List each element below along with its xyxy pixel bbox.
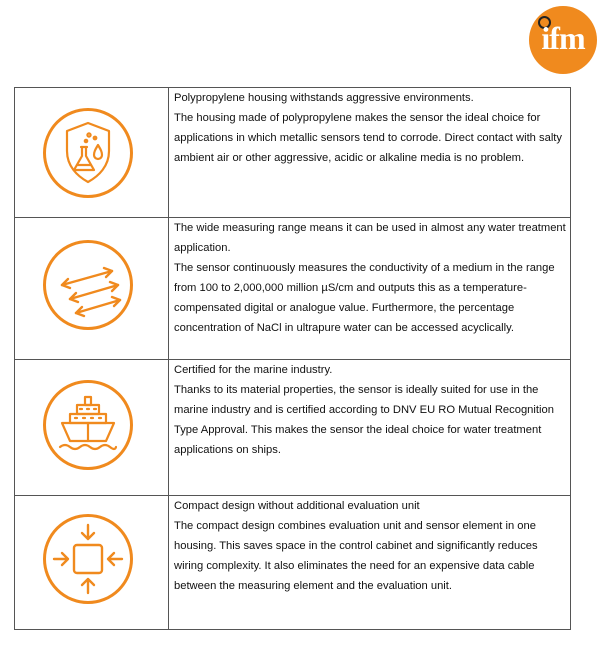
feature-text-cell — [169, 360, 571, 496]
feature-text-cell — [169, 88, 571, 218]
ship-icon — [43, 380, 133, 470]
logo-text: ifm — [541, 20, 585, 56]
feature-icon-cell — [15, 88, 169, 218]
compact-design-icon — [43, 514, 133, 604]
feature-icon-cell — [15, 360, 169, 496]
measuring-range-arrows-icon — [43, 240, 133, 330]
shield-flask-icon — [43, 108, 133, 198]
feature-body: The housing made of polypropylene makes the sensor the ideal choice for applications in which metallic sensors tend to corrode. Direct contact with salty ambient air or other aggressive, acidic or alkaline media is no problem. — [174, 112, 563, 164]
feature-body: Thanks to its material properties, the sensor is ideally suited for use in the marine industry and is certified according to DNV EU RO Mutual Recognition Type Approval. This makes the sensor the ideal choice for water treatment applications on ships. — [174, 384, 554, 456]
feature-heading: The wide measuring range means it can be used in almost any water treatment application. — [174, 222, 566, 254]
feature-icon-cell — [15, 218, 169, 360]
feature-row — [15, 88, 571, 218]
feature-row — [15, 218, 571, 360]
feature-heading: Polypropylene housing withstands aggressive environments. — [174, 92, 474, 104]
feature-row — [15, 360, 571, 496]
feature-body: The sensor continuously measures the conductivity of a medium in the range from 100 to 2,000,000 million µS/cm and outputs this as a temperature-compensated digital or analogue value. Furthermore, the percentage concentration of NaCl in ultrapure water can be accessed acyclically. — [174, 262, 555, 334]
feature-body: The compact design combines evaluation unit and sensor element in one housing. This saves space in the control cabinet and significantly reduces wiring complexity. It also eliminates the need for an expensive data cable between the measuring element and the evaluation unit. — [174, 520, 538, 592]
feature-text-cell — [169, 496, 571, 630]
feature-row — [15, 496, 571, 630]
feature-text-cell — [169, 218, 571, 360]
feature-heading: Certified for the marine industry. — [174, 364, 333, 376]
ifm-logo — [529, 6, 597, 74]
feature-heading: Compact design without additional evaluation unit — [174, 500, 420, 512]
feature-table — [14, 87, 571, 630]
feature-icon-cell — [15, 496, 169, 630]
